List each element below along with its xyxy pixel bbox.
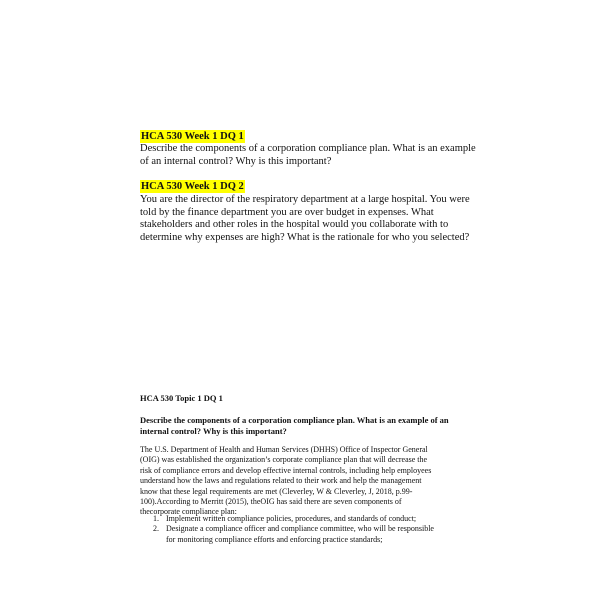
topic-question-line: Describe the components of a corporation compliance plan. What is an example of an [140,415,449,425]
list-item-text: Designate a compliance officer and compliance committee, who will be responsible [166,524,434,534]
body-line: thecorporate compliance plan: [140,507,237,517]
compliance-components-list [140,514,470,545]
list-item-text: for monitoring compliance efforts and enforcing practice standards; [166,534,383,544]
topic-heading: HCA 530 Topic 1 DQ 1 [140,393,223,403]
dq2-line: You are the director of the respiratory department at a large hospital. You were [140,194,470,205]
dq1-line: Describe the components of a corporation compliance plan. What is an example [140,143,476,154]
dq2-line: determine why expenses are high? What is the rationale for who you selected? [140,231,470,243]
dq2-title: HCA 530 Week 1 DQ 2 [141,181,244,192]
dq2-line: told by the finance department you are over budget in expenses. What [140,206,434,218]
body-line: risk of compliance errors and develop effective internal controls, including help employees [140,465,432,475]
body-line: 100).According to Merritt (2015), theOIG has said there are seven components of [140,497,402,507]
body-line: The U.S. Department of Health and Human Services (DHHS) Office of Inspector General [140,445,428,454]
list-item-number: 1. [153,514,159,523]
dq1-text [140,143,476,168]
topic-body-paragraph [140,445,470,518]
list-item [140,514,470,524]
list-item-number: 2. [153,524,159,534]
body-line: know that these legal requirements are met (Cleverley, W & Cleverley, J, 2018, p.99- [140,486,413,496]
list-item-text: Implement written compliance policies, procedures, and standards of conduct; [166,514,417,523]
topic-question [140,415,470,437]
list-item [140,524,470,545]
dq1-title: HCA 530 Week 1 DQ 1 [141,131,244,142]
dq2-line: stakeholders and other roles in the hospital would you collaborate with to [140,219,449,231]
dq1-line: of an internal control? Why is this important? [140,155,332,167]
dq2-text [140,194,470,244]
topic-question-line: internal control? Why is this important? [140,426,287,436]
body-line: understand how the laws and regulations related to their work and help the management [140,476,422,486]
body-line: (OIG) was established the organization’s corporate compliance plan that will decrease the [140,455,428,465]
